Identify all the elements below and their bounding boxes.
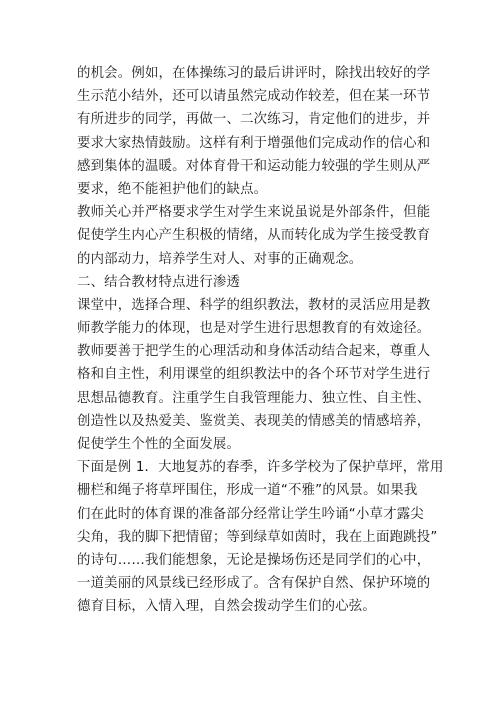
text-line: 尖角，我的脚下把情留；等到绿草如茵时，我在上面跑跳投” xyxy=(77,529,438,545)
text-line: 促使学生个性的全面发展。 xyxy=(77,437,241,452)
text-line: 师教学能力的体现，也是对学生进行思想教育的有效途径。 xyxy=(77,321,431,337)
text-line: 感到集体的温暖。对体育骨干和运动能力较强的学生则从严 xyxy=(77,158,431,174)
text-line: 的诗句……我们能想象，无论是操场伤还是同学们的心中， xyxy=(77,552,431,568)
text-line: 思想品德教育。注重学生自我管理能力、独立性、自主性、 xyxy=(77,390,431,406)
text-line: 的内部动力，培养学生对人、对事的正确观念。 xyxy=(77,251,363,267)
text-line: 促使学生内心产生积极的情绪，从而转化成为学生接受教育 xyxy=(77,228,431,244)
text-line: 创造性以及热爱美、鉴赏美、表现美的情感美的情感培养， xyxy=(77,413,431,429)
text-line: 课堂中，选择合理、科学的组织教法，教材的灵活应用是教 xyxy=(77,297,431,313)
text-line: 要求，绝不能袒护他们的缺点。 xyxy=(77,181,268,197)
text-line: 的机会。例如，在体操练习的最后讲评时，除找出较好的学 xyxy=(77,66,431,81)
text-line: 教师要善于把学生的心理活动和身体活动结合起来，尊重人 xyxy=(77,344,431,360)
text-line: 生示范小结外，还可以请虽然完成动作较差，但在某一环节 xyxy=(77,89,431,105)
text-line: 下面是例 1．大地复苏的春季，许多学校为了保护草坪，常用 xyxy=(77,460,444,476)
text-line: 格和自主性，利用课堂的组织教法中的各个环节对学生进行 xyxy=(77,367,431,383)
text-line: 一道美丽的风景线已经形成了。含有保护自然、保护环境的 xyxy=(77,576,431,592)
document-body xyxy=(77,62,444,619)
text-line: 栅栏和绳子将草坪围住，形成一道“不雅”的风景。如果我 xyxy=(77,483,418,499)
text-line: 教师关心并严格要求学生对学生来说虽说是外部条件，但能 xyxy=(77,205,431,221)
text-line: 要求大家热情鼓励。这样有利于增强他们完成动作的信心和 xyxy=(77,135,431,151)
text-line: 德育目标，入情入理，自然会拨动学生们的心弦。 xyxy=(77,599,376,615)
text-line: 们在此时的体育课的准备部分经常让学生吟诵“小草才露尖 xyxy=(77,506,424,522)
section-heading: 二、结合教材特点进行渗透 xyxy=(77,274,241,290)
text-line: 有所进步的同学，再做一、二次练习，肯定他们的进步，并 xyxy=(77,112,431,128)
